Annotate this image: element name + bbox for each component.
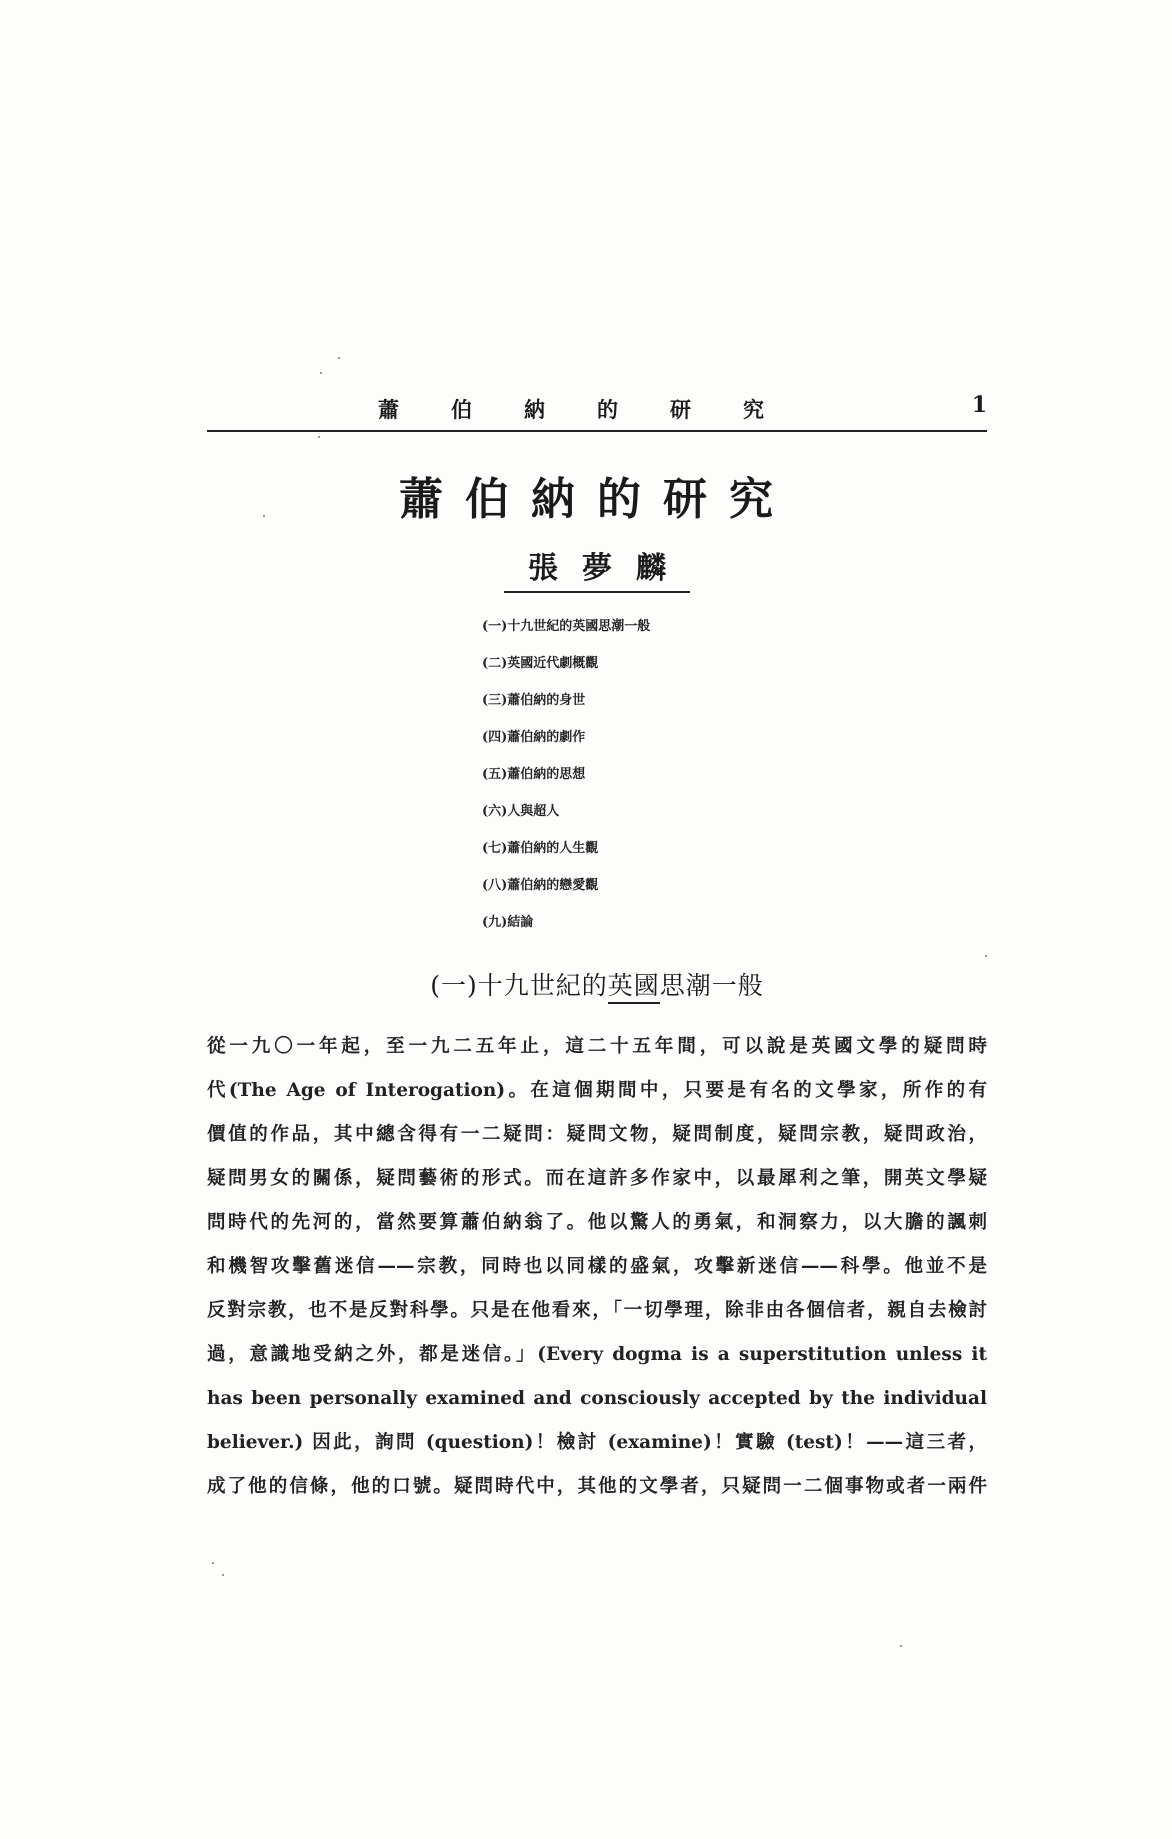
toc-item: (三)蕭伯納的身世 — [482, 693, 586, 708]
body-line: 反對宗教，也不是反對科學。只是在他看來，「一切學理，除非由各個信者，親自去檢討 — [207, 1300, 987, 1321]
body-line: 價值的作品，其中總含得有一二疑問：疑問文物，疑問制度，疑問宗教，疑問政治， — [207, 1124, 987, 1145]
scan-speck — [222, 1574, 224, 1576]
scan-speck — [263, 515, 265, 517]
header-rule — [207, 430, 987, 432]
toc-item: (九)結論 — [482, 915, 534, 930]
body-line: 成了他的信條，他的口號。疑問時代中，其他的文學者，只疑問一二個事物或者一兩件 — [207, 1476, 987, 1497]
section-heading — [207, 966, 987, 1002]
toc-item: (七)蕭伯納的人生觀 — [482, 841, 599, 856]
toc-item: (二)英國近代劇概觀 — [482, 656, 599, 671]
author-block — [207, 543, 987, 593]
running-header-title: 蕭伯納的研究 — [378, 397, 816, 422]
toc-item: (一)十九世紀的英國思潮一般 — [482, 619, 651, 634]
scan-speck — [212, 1562, 214, 1564]
section-heading-underlined: 英國 — [608, 971, 660, 1004]
page-number: 1 — [971, 392, 987, 418]
scan-speck — [338, 357, 340, 359]
body-line: 疑問男女的關係，疑問藝術的形式。而在這許多作家中，以最犀利之筆，開英文學疑 — [207, 1168, 987, 1189]
toc-item: (五)蕭伯納的思想 — [482, 767, 586, 782]
body-line: believer.) 因此，詢問 (question)！檢討 (examine)！實驗 (test)！——這三者， — [207, 1432, 987, 1453]
body-line: 過，意識地受納之外，都是迷信。」(Every dogma is a superstitution unless it — [207, 1344, 987, 1365]
section-heading-prefix: (一)十九世紀的 — [430, 971, 608, 1000]
scan-speck — [900, 1645, 902, 1647]
running-header — [207, 388, 987, 428]
author-name: 張夢麟 — [504, 543, 690, 593]
toc-item: (六)人與超人 — [482, 804, 560, 819]
table-of-contents — [482, 612, 782, 945]
body-line: has been personally examined and consciously accepted by the individual — [207, 1388, 987, 1409]
body-line: 從一九〇一年起，至一九二五年止，這二十五年間，可以說是英國文學的疑問時 — [207, 1036, 987, 1057]
section-heading-suffix: 思潮一般 — [659, 971, 764, 1000]
body-line: 和機智攻擊舊迷信——宗教，同時也以同樣的盛氣，攻擊新迷信——科學。他並不是 — [207, 1256, 987, 1277]
article-title: 蕭伯納的研究 — [399, 474, 795, 525]
body-line: 代(The Age of Interogation)。在這個期間中，只要是有名的文學家，所作的有 — [207, 1080, 987, 1101]
scan-speck — [985, 955, 987, 957]
body-paragraph — [207, 1025, 987, 1509]
toc-item: (八)蕭伯納的戀愛觀 — [482, 878, 599, 893]
body-line: 問時代的先河的，當然要算蕭伯納翁了。他以驚人的勇氣，和洞察力，以大膽的諷刺 — [207, 1212, 987, 1233]
scan-speck — [320, 372, 322, 374]
scan-speck — [318, 436, 320, 438]
toc-item: (四)蕭伯納的劇作 — [482, 730, 586, 745]
